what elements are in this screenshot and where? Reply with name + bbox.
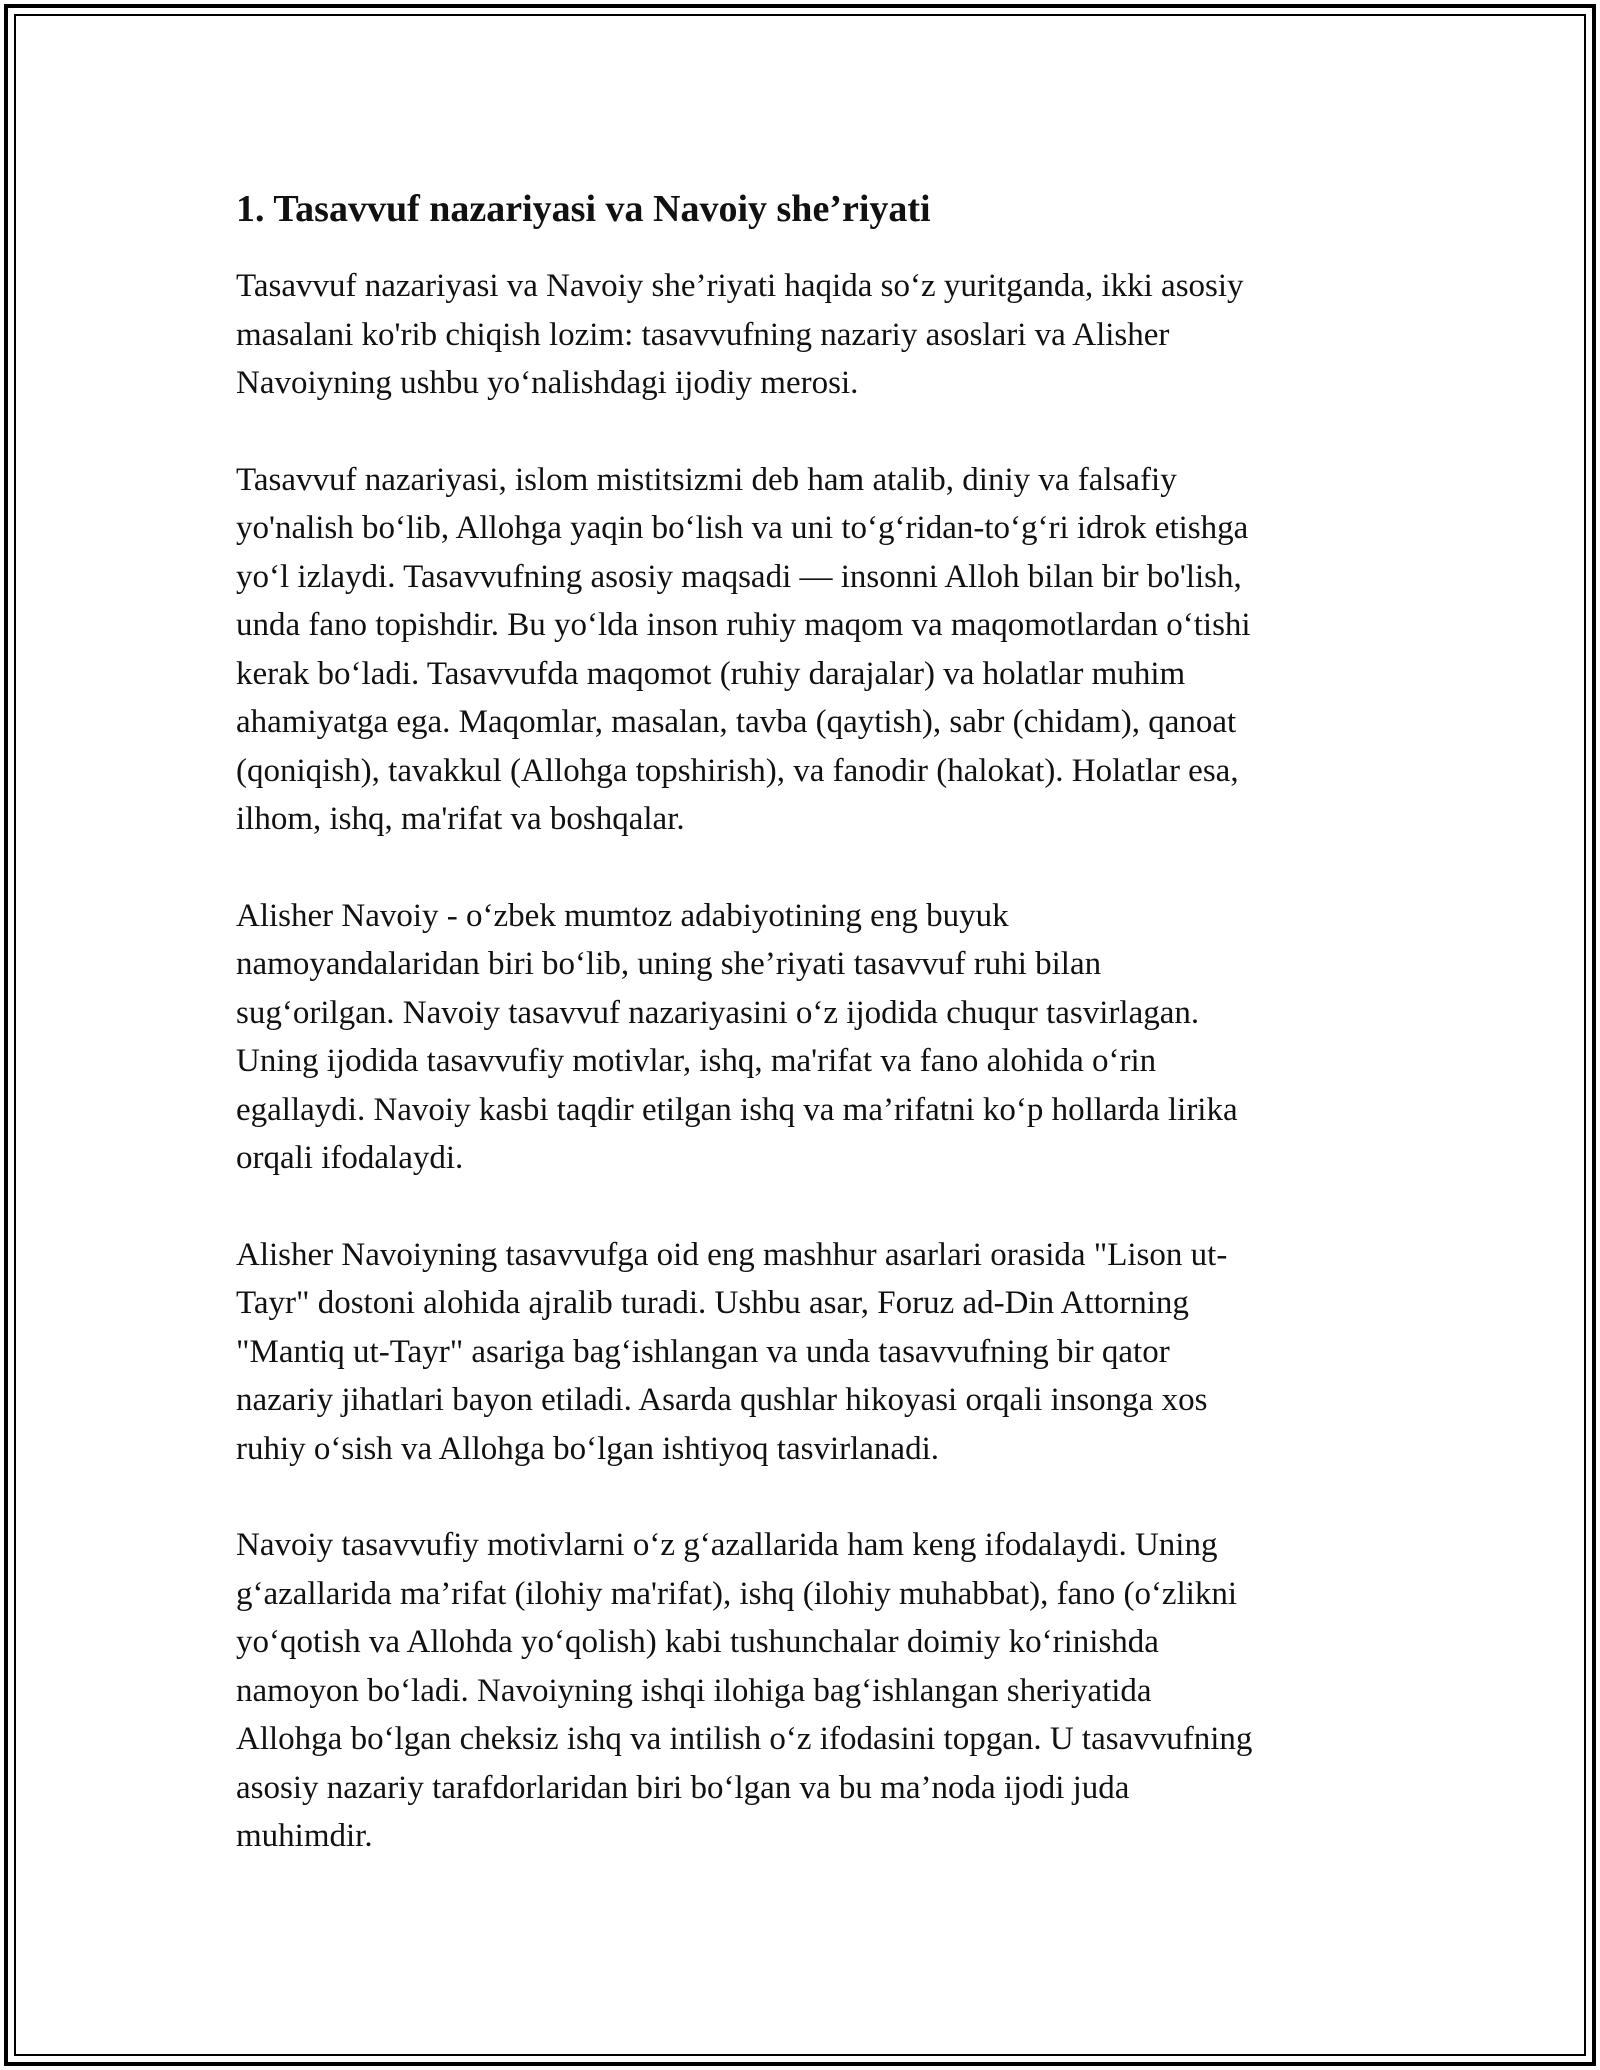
paragraph-line: masalani ko'rib chiqish lozim: tasavvufning nazariy asoslari va Alisher [236, 316, 1170, 353]
paragraph-line: Tayr" dostoni alohida ajralib turadi. Ushbu asar, Foruz ad-Din Attorning [236, 1285, 1189, 1321]
paragraph-3 [236, 892, 1371, 1183]
paragraph-line: Allohga bo‘lgan cheksiz ishq va intilish o‘z ifodasini topgan. U tasavvufning [236, 1721, 1253, 1757]
paragraph-line: kerak bo‘ladi. Tasavvufda maqomot (ruhiy darajalar) va holatlar muhim [236, 655, 1186, 692]
paragraph-4 [236, 1231, 1371, 1474]
paragraph-line: orqali ifodalaydi. [236, 1140, 464, 1176]
paragraph-line: muhimdir. [236, 1818, 373, 1854]
paragraph-line: unda fano topishdir. Bu yo‘lda inson ruhiy maqom va maqomotlardan o‘tishi [236, 607, 1251, 643]
paragraph-line: asosiy nazariy tarafdorlaridan biri bo‘lgan va bu ma’noda ijodi juda [236, 1769, 1130, 1806]
paragraph-line: Navoiy tasavvufiy motivlarni o‘z g‘azallarida ham keng ifodalaydi. Uning [236, 1527, 1218, 1563]
paragraph-line: yo‘qotish va Allohda yo‘qolish) kabi tushunchalar doimiy ko‘rinishda [236, 1624, 1159, 1660]
paragraph-line: (qoniqish), tavakkul (Allohga topshirish), va fanodir (halokat). Holatlar esa, [236, 752, 1239, 789]
paragraph-line: Tasavvuf nazariyasi va Navoiy she’riyati haqida so‘z yuritganda, ikki asosiy [236, 268, 1244, 304]
paragraph-line: yo'nalish bo‘lib, Allohga yaqin bo‘lish va uni to‘g‘ridan-to‘g‘ri idrok etishga [236, 510, 1249, 546]
paragraph-line: nazariy jihatlari bayon etiladi. Asarda qushlar hikoyasi orqali insonga xos [236, 1382, 1208, 1418]
document-body [236, 186, 1371, 1909]
paragraph-line: sug‘orilgan. Navoiy tasavvuf nazariyasini o‘z ijodida chuqur tasvirlagan. [236, 994, 1200, 1031]
section-heading: 1. Tasavvuf nazariyasi va Navoiy she’riyati [236, 188, 931, 230]
paragraph-1 [236, 262, 1371, 408]
paragraph-line: Alisher Navoiyning tasavvufga oid eng mashhur asarlari orasida "Lison ut- [236, 1236, 1228, 1273]
paragraph-line: namoyandalaridan biri bo‘lib, uning she’riyati tasavvuf ruhi bilan [236, 946, 1102, 982]
paragraph-line: yo‘l izlaydi. Tasavvufning asosiy maqsadi — insonni Alloh bilan bir bo'lish, [236, 558, 1242, 595]
paragraph-line: Tasavvuf nazariyasi, islom mistitsizmi deb ham atalib, diniy va falsafiy [236, 461, 1177, 498]
paragraph-line: egallaydi. Navoiy kasbi taqdir etilgan ishq va ma’rifatni ko‘p hollarda lirika [236, 1091, 1238, 1128]
paragraph-line: Uning ijodida tasavvufiy motivlar, ishq, ma'rifat va fano alohida o‘rin [236, 1043, 1157, 1079]
paragraph-2 [236, 456, 1371, 844]
paragraph-container [236, 262, 1371, 1861]
paragraph-line: Navoiyning ushbu yo‘nalishdagi ijodiy merosi. [236, 365, 859, 401]
paragraph-line: ruhiy o‘sish va Allohga bo‘lgan ishtiyoq tasvirlanadi. [236, 1430, 939, 1467]
paragraph-line: "Mantiq ut-Tayr" asariga bag‘ishlangan va unda tasavvufning bir qator [236, 1333, 1170, 1370]
paragraph-line: namoyon bo‘ladi. Navoiyning ishqi ilohiga bag‘ishlangan sheriyatida [236, 1672, 1152, 1709]
paragraph-line: ilhom, ishq, ma'rifat va boshqalar. [236, 801, 685, 837]
paragraph-line: g‘azallarida ma’rifat (ilohiy ma'rifat), ishq (ilohiy muhabbat), fano (o‘zlikni [236, 1575, 1238, 1612]
paragraph-line: ahamiyatga ega. Maqomlar, masalan, tavba (qaytish), sabr (chidam), qanoat [236, 704, 1237, 740]
paragraph-5 [236, 1521, 1371, 1861]
paragraph-line: Alisher Navoiy - o‘zbek mumtoz adabiyotining eng buyuk [236, 897, 1009, 934]
